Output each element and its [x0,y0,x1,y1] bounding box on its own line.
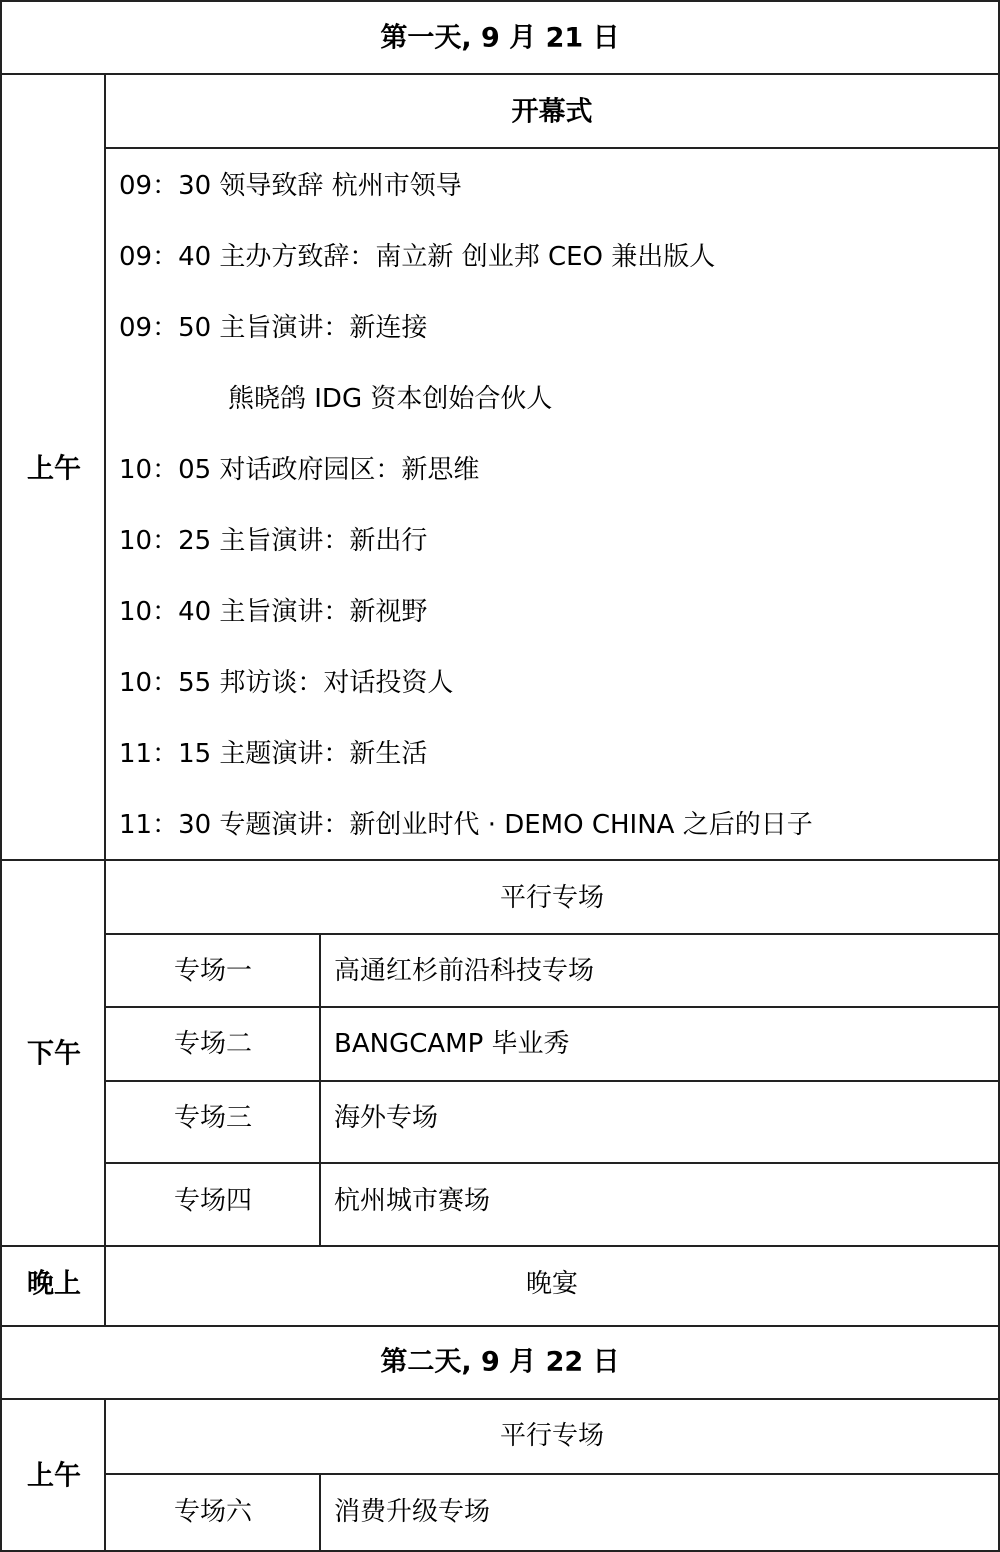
rule [0,73,1000,75]
rule [104,1398,106,1552]
agenda-item: 11：15 主题演讲：新生活 [119,739,428,769]
rule [0,0,2,1552]
rule [104,73,106,1327]
agenda-item: 10：05 对话政府园区：新思维 [119,455,480,485]
rule [106,1006,1000,1008]
evening-event: 晚宴 [525,1269,579,1299]
agenda-item: 09：50 主旨演讲：新连接 [119,313,428,343]
rule [106,147,1000,149]
rule [319,1473,321,1552]
session-name: 专场一 [173,956,253,986]
rule [106,933,1000,935]
parallel-sessions-title: 平行专场 [499,1421,605,1451]
day1-afternoon-label: 下午 [27,1038,81,1070]
rule [106,1473,1000,1475]
rule [0,1245,1000,1247]
agenda-item: 10：40 主旨演讲：新视野 [119,597,428,627]
session-topic: BANGCAMP 毕业秀 [334,1029,570,1059]
day2-morning-label: 上午 [27,1460,81,1492]
agenda-item: 10：55 邦访谈：对话投资人 [119,668,454,698]
day1-evening-label: 晚上 [27,1268,81,1300]
parallel-sessions-title: 平行专场 [499,883,605,913]
rule [319,933,321,1247]
rule [106,1162,1000,1164]
session-topic: 杭州城市赛场 [334,1186,491,1216]
agenda-item: 熊晓鸽 IDG 资本创始合伙人 [228,384,553,414]
session-name: 专场三 [173,1103,253,1133]
opening-ceremony-title: 开幕式 [511,96,593,128]
day1-title: 第一天, 9 月 21 日 [380,22,620,54]
agenda-item: 10：25 主旨演讲：新出行 [119,526,428,556]
session-topic: 海外专场 [334,1103,439,1133]
agenda-item: 09：30 领导致辞 杭州市领导 [119,171,462,201]
session-name: 专场六 [173,1497,253,1527]
session-topic: 消费升级专场 [334,1497,491,1527]
session-topic: 高通红杉前沿科技专场 [334,956,595,986]
rule [0,859,1000,861]
day1-morning-label: 上午 [27,453,81,485]
agenda-item: 11：30 专题演讲：新创业时代 · DEMO CHINA 之后的日子 [119,810,813,840]
rule [106,1080,1000,1082]
session-name: 专场四 [173,1186,253,1216]
agenda-item: 09：40 主办方致辞：南立新 创业邦 CEO 兼出版人 [119,242,716,272]
session-name: 专场二 [173,1029,253,1059]
rule [0,0,1000,2]
day2-title: 第二天, 9 月 22 日 [380,1346,620,1378]
rule [0,1325,1000,1327]
rule [0,1398,1000,1400]
